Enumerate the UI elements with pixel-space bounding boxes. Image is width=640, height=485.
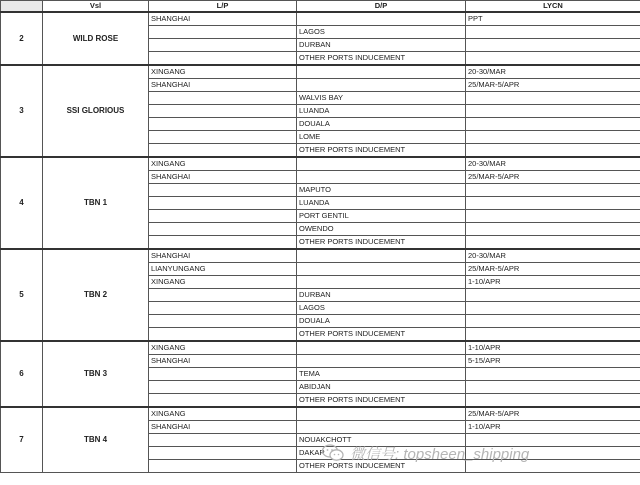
group-number: 4 (1, 157, 43, 249)
lycn-cell: 20-30/MAR (466, 157, 640, 171)
table-row (1, 249, 640, 263)
vessel-name: TBN 3 (43, 341, 149, 407)
lycn-cell (466, 26, 640, 39)
lycn-cell (466, 197, 640, 210)
lycn-cell (466, 118, 640, 131)
lp-cell (149, 434, 297, 447)
lp-cell (149, 52, 297, 66)
lp-cell: SHANGHAI (149, 79, 297, 92)
table-row (1, 65, 640, 79)
lp-cell (149, 460, 297, 473)
lp-cell (149, 105, 297, 118)
lycn-cell (466, 131, 640, 144)
dp-cell: LAGOS (297, 302, 466, 315)
dp-cell (297, 421, 466, 434)
dp-cell (297, 157, 466, 171)
lycn-cell (466, 381, 640, 394)
watermark-text: 微信号: topsheen_shipping (350, 445, 530, 463)
lycn-cell: 25/MAR-5/APR (466, 171, 640, 184)
dp-cell: DAKAR (297, 447, 466, 460)
lp-cell (149, 210, 297, 223)
lycn-cell (466, 144, 640, 158)
lp-cell (149, 223, 297, 236)
dp-cell: OTHER PORTS INDUCEMENT (297, 460, 466, 473)
lp-cell (149, 394, 297, 408)
lp-cell (149, 302, 297, 315)
header-dp: D/P (297, 1, 466, 13)
vessel-group (1, 12, 640, 65)
lp-cell (149, 328, 297, 342)
lycn-cell: 20-30/MAR (466, 65, 640, 79)
dp-cell: DOUALA (297, 315, 466, 328)
vessel-group (1, 65, 640, 157)
header-lp: L/P (149, 1, 297, 13)
lycn-cell (466, 315, 640, 328)
dp-cell: LUANDA (297, 197, 466, 210)
vessel-group (1, 407, 640, 473)
lp-cell (149, 26, 297, 39)
dp-cell: NOUAKCHOTT (297, 434, 466, 447)
dp-cell (297, 355, 466, 368)
lp-cell: XINGANG (149, 157, 297, 171)
table-row (1, 407, 640, 421)
vessel-name: TBN 4 (43, 407, 149, 473)
lycn-cell (466, 434, 640, 447)
lycn-cell: 5-15/APR (466, 355, 640, 368)
lp-cell: SHANGHAI (149, 12, 297, 26)
lycn-cell (466, 447, 640, 460)
lycn-cell: 1-10/APR (466, 341, 640, 355)
dp-cell: OTHER PORTS INDUCEMENT (297, 236, 466, 250)
dp-cell (297, 341, 466, 355)
lp-cell (149, 236, 297, 250)
lycn-cell (466, 328, 640, 342)
vessel-name: TBN 1 (43, 157, 149, 249)
lp-cell: SHANGHAI (149, 421, 297, 434)
lycn-cell (466, 236, 640, 250)
group-number: 7 (1, 407, 43, 473)
group-number: 3 (1, 65, 43, 157)
lp-cell: SHANGHAI (149, 249, 297, 263)
dp-cell: LOME (297, 131, 466, 144)
group-number: 2 (1, 12, 43, 65)
header-lycn: LYCN (466, 1, 640, 13)
lp-cell (149, 118, 297, 131)
group-number: 6 (1, 341, 43, 407)
lp-cell (149, 131, 297, 144)
lycn-cell (466, 460, 640, 473)
lp-cell (149, 92, 297, 105)
table-row (1, 341, 640, 355)
header-vsl: Vsl (43, 1, 149, 13)
vessel-name: TBN 2 (43, 249, 149, 341)
lp-cell (149, 381, 297, 394)
lycn-cell (466, 394, 640, 408)
table-row (1, 12, 640, 26)
dp-cell (297, 12, 466, 26)
lp-cell (149, 184, 297, 197)
lp-cell: XINGANG (149, 276, 297, 289)
lycn-cell (466, 210, 640, 223)
lycn-cell: 25/MAR-5/APR (466, 407, 640, 421)
lp-cell: XINGANG (149, 341, 297, 355)
vessel-group (1, 157, 640, 249)
lycn-cell (466, 368, 640, 381)
header-row (1, 1, 640, 13)
lycn-cell (466, 105, 640, 118)
dp-cell: ABIDJAN (297, 381, 466, 394)
dp-cell (297, 263, 466, 276)
dp-cell (297, 65, 466, 79)
dp-cell (297, 249, 466, 263)
lycn-cell (466, 302, 640, 315)
vessel-name: WILD ROSE (43, 12, 149, 65)
vessel-group (1, 341, 640, 407)
lycn-cell: 25/MAR-5/APR (466, 79, 640, 92)
header-no (1, 1, 43, 13)
dp-cell: OTHER PORTS INDUCEMENT (297, 52, 466, 66)
lp-cell (149, 368, 297, 381)
dp-cell: OWENDO (297, 223, 466, 236)
lycn-cell (466, 223, 640, 236)
dp-cell (297, 171, 466, 184)
vessel-name: SSI GLORIOUS (43, 65, 149, 157)
group-number: 5 (1, 249, 43, 341)
dp-cell: WALVIS BAY (297, 92, 466, 105)
dp-cell: OTHER PORTS INDUCEMENT (297, 144, 466, 158)
dp-cell: OTHER PORTS INDUCEMENT (297, 394, 466, 408)
lp-cell (149, 39, 297, 52)
dp-cell: PORT GENTIL (297, 210, 466, 223)
dp-cell: OTHER PORTS INDUCEMENT (297, 328, 466, 342)
table-row (1, 157, 640, 171)
lp-cell: XINGANG (149, 407, 297, 421)
dp-cell: DURBAN (297, 289, 466, 302)
lycn-cell (466, 39, 640, 52)
lp-cell (149, 315, 297, 328)
dp-cell (297, 407, 466, 421)
dp-cell: LUANDA (297, 105, 466, 118)
lycn-cell: 20-30/MAR (466, 249, 640, 263)
lycn-cell: 1-10/APR (466, 421, 640, 434)
lp-cell (149, 447, 297, 460)
dp-cell: DURBAN (297, 39, 466, 52)
lp-cell: SHANGHAI (149, 171, 297, 184)
dp-cell: TEMA (297, 368, 466, 381)
lp-cell (149, 144, 297, 158)
dp-cell: MAPUTO (297, 184, 466, 197)
lycn-cell (466, 52, 640, 66)
dp-cell (297, 276, 466, 289)
dp-cell: LAGOS (297, 26, 466, 39)
dp-cell: DOUALA (297, 118, 466, 131)
lycn-cell: 25/MAR-5/APR (466, 263, 640, 276)
lycn-cell (466, 184, 640, 197)
dp-cell (297, 79, 466, 92)
vessel-group (1, 249, 640, 341)
lp-cell (149, 197, 297, 210)
lp-cell: XINGANG (149, 65, 297, 79)
lp-cell: SHANGHAI (149, 355, 297, 368)
lycn-cell (466, 92, 640, 105)
lycn-cell: PPT (466, 12, 640, 26)
lp-cell: LIANYUNGANG (149, 263, 297, 276)
lycn-cell: 1-10/APR (466, 276, 640, 289)
lp-cell (149, 289, 297, 302)
lycn-cell (466, 289, 640, 302)
